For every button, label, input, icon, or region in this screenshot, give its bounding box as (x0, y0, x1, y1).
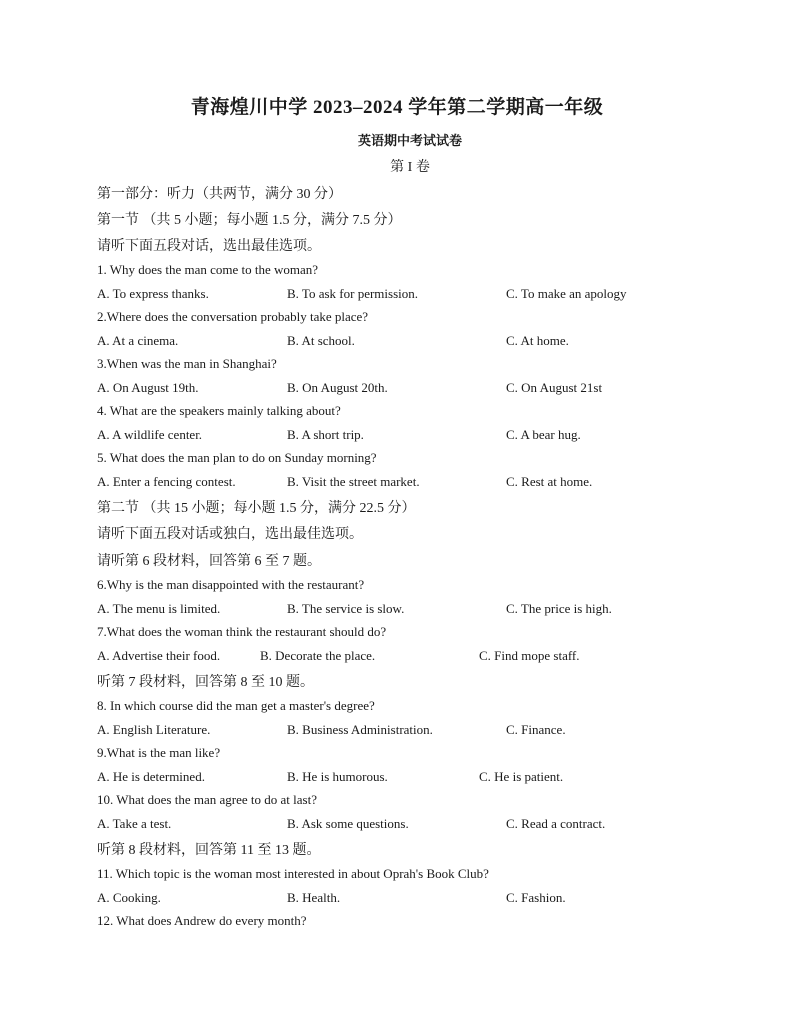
q2-option-a: A. At a cinema. (97, 333, 179, 348)
question-12: 12. What does Andrew do every month? (97, 913, 307, 928)
q1-option-c: C. To make an apology (506, 286, 627, 301)
section2-heading: 第二节 （共 15 小题；每小题 1.5 分，满分 22.5 分） (97, 501, 416, 516)
q3-option-b: B. On August 20th. (287, 380, 388, 395)
q1-option-b: B. To ask for permission. (287, 286, 419, 301)
q9-option-c: C. He is patient. (479, 769, 564, 784)
q5-option-b: B. Visit the street market. (287, 474, 420, 489)
q2-option-b: B. At school. (287, 333, 355, 348)
question-1: 1. Why does the man come to the woman? (97, 262, 319, 277)
question-9: 9.What is the man like? (97, 745, 221, 760)
section1-heading: 第一节 （共 5 小题；每小题 1.5 分，满分 7.5 分） (97, 213, 402, 228)
q5-option-a: A. Enter a fencing contest. (97, 474, 236, 489)
q3-option-c: C. On August 21st (506, 380, 603, 395)
q7-option-b: B. Decorate the place. (260, 648, 376, 663)
material-7-heading: 听第 7 段材料，回答第 8 至 10 题。 (97, 675, 314, 690)
question-4: 4. What are the speakers mainly talking about? (97, 403, 341, 418)
q8-option-c: C. Finance. (506, 722, 566, 737)
q4-option-c: C. A bear hug. (506, 427, 581, 442)
question-2: 2.Where does the conversation probably take place? (97, 309, 369, 324)
question-8: 8. In which course did the man get a master's degree? (97, 698, 375, 713)
q6-option-a: A. The menu is limited. (97, 601, 221, 616)
q9-option-b: B. He is humorous. (287, 769, 388, 784)
q10-option-a: A. Take a test. (97, 816, 172, 831)
question-11: 11. Which topic is the woman most interested in about Oprah's Book Club? (97, 866, 489, 881)
q4-option-a: A. A wildlife center. (97, 427, 203, 442)
section2-instruction: 请听下面五段对话或独白，选出最佳选项。 (97, 527, 363, 542)
question-3: 3.When was the man in Shanghai? (97, 356, 277, 371)
section1-instruction: 请听下面五段对话，选出最佳选项。 (97, 239, 321, 254)
q1-option-a: A. To express thanks. (97, 286, 209, 301)
q6-option-b: B. The service is slow. (287, 601, 405, 616)
q3-option-a: A. On August 19th. (97, 380, 199, 395)
volume-label: 第 I 卷 (390, 160, 430, 175)
q11-option-c: C. Fashion. (506, 890, 566, 905)
q8-option-a: A. English Literature. (97, 722, 211, 737)
q7-option-c: C. Find mope staff. (479, 648, 580, 663)
q11-option-b: B. Health. (287, 890, 341, 905)
q5-option-c: C. Rest at home. (506, 474, 593, 489)
material-6-heading: 请听第 6 段材料，回答第 6 至 7 题。 (97, 554, 321, 569)
question-7: 7.What does the woman think the restaurant should do? (97, 624, 387, 639)
material-8-heading: 听第 8 段材料，回答第 11 至 13 题。 (97, 843, 321, 858)
q9-option-a: A. He is determined. (97, 769, 205, 784)
exam-subtitle: 英语期中考试试卷 (357, 133, 462, 148)
part1-heading: 第一部分：听力（共两节，满分 30 分） (97, 187, 342, 202)
question-10: 10. What does the man agree to do at last? (97, 792, 317, 807)
q2-option-c: C. At home. (506, 333, 569, 348)
exam-title: 青海煌川中学 2023–2024 学年第二学期高一年级 (190, 97, 604, 118)
q7-option-a: A. Advertise their food. (97, 648, 221, 663)
question-6: 6.Why is the man disappointed with the restaurant? (97, 577, 365, 592)
q11-option-a: A. Cooking. (97, 890, 161, 905)
question-5: 5. What does the man plan to do on Sunday morning? (97, 450, 377, 465)
q10-option-b: B. Ask some questions. (287, 816, 409, 831)
q10-option-c: C. Read a contract. (506, 816, 606, 831)
q8-option-b: B. Business Administration. (287, 722, 433, 737)
q6-option-c: C. The price is high. (506, 601, 612, 616)
q4-option-b: B. A short trip. (287, 427, 364, 442)
